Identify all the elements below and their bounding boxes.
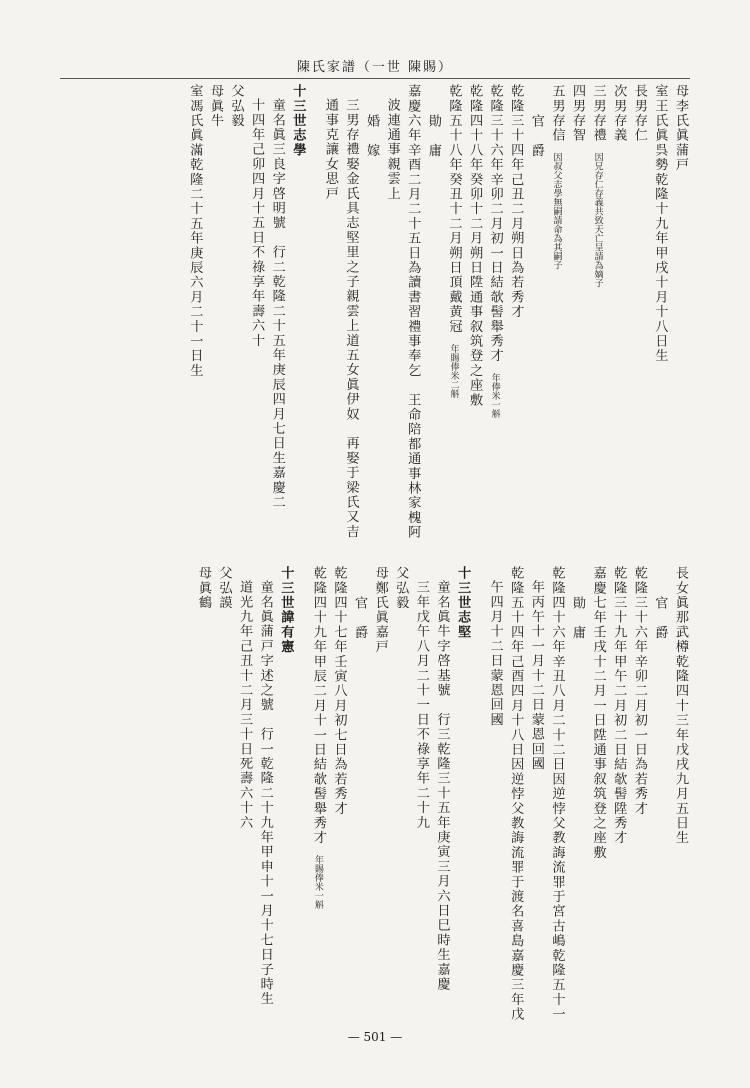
text-column: [525, 84, 546, 540]
text-column: [349, 566, 370, 1024]
text-column: [649, 84, 670, 540]
column-text: 三男存禮: [590, 84, 606, 143]
page-header: 陳氏家譜（一世 陳賜）: [296, 60, 454, 75]
column-text: 室馮氏眞滿乾隆二十五年庚辰六月二十一日生: [187, 84, 203, 378]
text-column: [628, 84, 649, 540]
column-text: 乾隆三十六年辛卯二月初一日為若秀才: [631, 566, 647, 816]
column-text: 十三世志學: [290, 84, 306, 158]
text-column: [587, 566, 608, 1024]
column-text: 波連通事親雲上: [384, 98, 400, 201]
text-column: [328, 566, 349, 1024]
genealogy-upper-section: [50, 84, 690, 540]
column-text: 乾隆三十九年甲午二月初二日結欹髻陞秀才: [611, 566, 627, 846]
text-column: [443, 84, 464, 540]
text-column: [246, 84, 267, 540]
text-column: [546, 566, 567, 1024]
column-text: 父弘毅: [228, 84, 244, 129]
text-column: [361, 84, 382, 540]
column-text: 乾隆三十六年辛卯二月初一日結欹髻舉秀才: [487, 84, 503, 364]
column-text: 母鄭氏眞嘉戸: [372, 566, 388, 655]
column-text: 嘉慶六年辛酉二月二十五日為讀書習禮事奉乞 王命陪都通事林家槐阿: [405, 84, 421, 540]
column-text: 三年戊午八月二十一日不祿享年二十九: [413, 580, 429, 830]
column-text: 勛 庸: [425, 114, 441, 159]
generation-heading: [275, 566, 296, 1024]
column-text: 十四年己卯四月十五日不祿享年壽六十: [249, 98, 265, 348]
text-column: [402, 84, 423, 540]
text-column: [422, 84, 443, 540]
text-column: [669, 84, 690, 540]
annotation-note: 年賜俸米一斛: [312, 845, 323, 910]
column-text: 室王氏眞呉勢乾隆十九年甲戌十月十八日生: [652, 84, 668, 364]
annotation-note: 因兄存仁存義共致天亡呈請為嫡子: [592, 142, 603, 288]
section-gap: [472, 566, 484, 1024]
column-text: 次男存義: [611, 84, 627, 143]
column-text: 乾隆四十六年辛丑八月二十二日因逆悖父教誨流罪于宮古嶋乾隆五十一: [549, 566, 565, 1022]
column-text: 通事克讓女思戸: [322, 98, 338, 201]
text-column: [213, 566, 234, 1024]
text-column: [484, 84, 505, 540]
column-text: 十三世諱有憲: [278, 566, 294, 655]
column-text: 三男存禮娶金氏具志堅里之子親雲上道五女眞伊奴 再娶于梁氏又吉: [343, 98, 359, 539]
text-column: [431, 566, 452, 1024]
text-column: [225, 84, 246, 540]
annotation-note: 年賜俸米二斛: [448, 333, 459, 398]
text-column: [628, 566, 649, 1024]
section-gap: [295, 566, 307, 1024]
text-column: [566, 84, 587, 540]
text-column: [484, 566, 505, 1024]
column-text: 午四月十二日蒙恩回國: [487, 580, 503, 727]
column-text: 道光九年己丑十二月三十日死壽六十六: [237, 580, 253, 830]
column-text: 四男存智: [570, 84, 586, 143]
column-text: 官 爵: [652, 596, 668, 641]
column-text: 官 爵: [528, 114, 544, 159]
column-text: 五男存信: [549, 84, 565, 143]
section-gap: [307, 84, 319, 540]
column-text: 母眞牛: [207, 84, 223, 129]
column-text: 長男存仁: [631, 84, 647, 143]
column-text: 母眞鶴: [195, 566, 211, 611]
text-column: [390, 566, 411, 1024]
text-column: [608, 566, 629, 1024]
generation-heading: [287, 84, 308, 540]
text-column: [505, 84, 526, 540]
text-column: [505, 566, 526, 1024]
column-text: 乾隆三十四年己丑二月朔日為若秀才: [508, 84, 524, 320]
column-text: 乾隆四十八年癸卯十二月朔日陞通事叙筑登之座敷: [467, 84, 483, 408]
column-text: 童名眞蒲戸字述之號 行一乾隆二十九年甲申十一月十七日子時生: [257, 580, 273, 1007]
column-text: 十三世志堅: [455, 566, 471, 640]
column-text: 乾隆四十九年甲辰二月十一日結欹髻舉秀才: [310, 566, 326, 846]
column-text: 童名眞三良字啓明號 行二乾隆二十五年庚辰四月七日生嘉慶二: [269, 98, 285, 510]
column-text: 童名眞牛字啓基號 行三乾隆三十五年庚寅三月六日巳時生嘉慶: [434, 580, 450, 992]
text-column: [307, 566, 328, 1024]
annotation-note: 年俸米一斛: [489, 363, 500, 419]
text-column: [649, 566, 670, 1024]
text-column: [254, 566, 275, 1024]
header-rule: [60, 78, 690, 79]
column-text: 年丙午十一月十二日蒙恩回國: [528, 580, 544, 772]
column-text: 勛 庸: [570, 596, 586, 641]
genealogy-lower-section: [50, 566, 690, 1024]
text-column: [669, 566, 690, 1024]
page-number: — 501 —: [347, 1030, 403, 1044]
text-column: [369, 566, 390, 1024]
column-text: 婚 嫁: [364, 114, 380, 159]
text-column: [410, 566, 431, 1024]
text-column: [192, 566, 213, 1024]
text-column: [381, 84, 402, 540]
column-text: 母李氏眞蒲戸: [673, 84, 688, 173]
text-column: [204, 84, 225, 540]
text-column: [587, 84, 608, 540]
column-text: 長女眞那武樽乾隆四十三年戊戌九月五日生: [673, 566, 688, 846]
text-column: [608, 84, 629, 540]
text-column: [463, 84, 484, 540]
text-column: [184, 84, 205, 540]
column-text: 嘉慶七年壬戌十二月一日陞通事叙筑登之座敷: [590, 566, 606, 860]
column-text: 乾隆五十四年己酉四月十八日因逆悖父教誨流罪于渡名喜島嘉慶三年戊: [508, 566, 524, 1022]
generation-heading: [451, 566, 472, 1024]
text-column: [340, 84, 361, 540]
column-text: 父弘謨: [216, 566, 232, 611]
text-column: [319, 84, 340, 540]
text-column: [266, 84, 287, 540]
column-text: 父弘毅: [393, 566, 409, 611]
column-text: 乾隆五十八年癸丑十二月朔日頂戴黄冠: [446, 84, 462, 334]
annotation-note: 因叔父志學無嗣請命為其嗣子: [551, 142, 562, 270]
text-column: [566, 566, 587, 1024]
column-text: 官 爵: [352, 596, 368, 641]
text-column: [546, 84, 567, 540]
text-column: [234, 566, 255, 1024]
column-text: 乾隆四十七年壬寅八月初七日為若秀才: [331, 566, 347, 816]
text-column: [525, 566, 546, 1024]
